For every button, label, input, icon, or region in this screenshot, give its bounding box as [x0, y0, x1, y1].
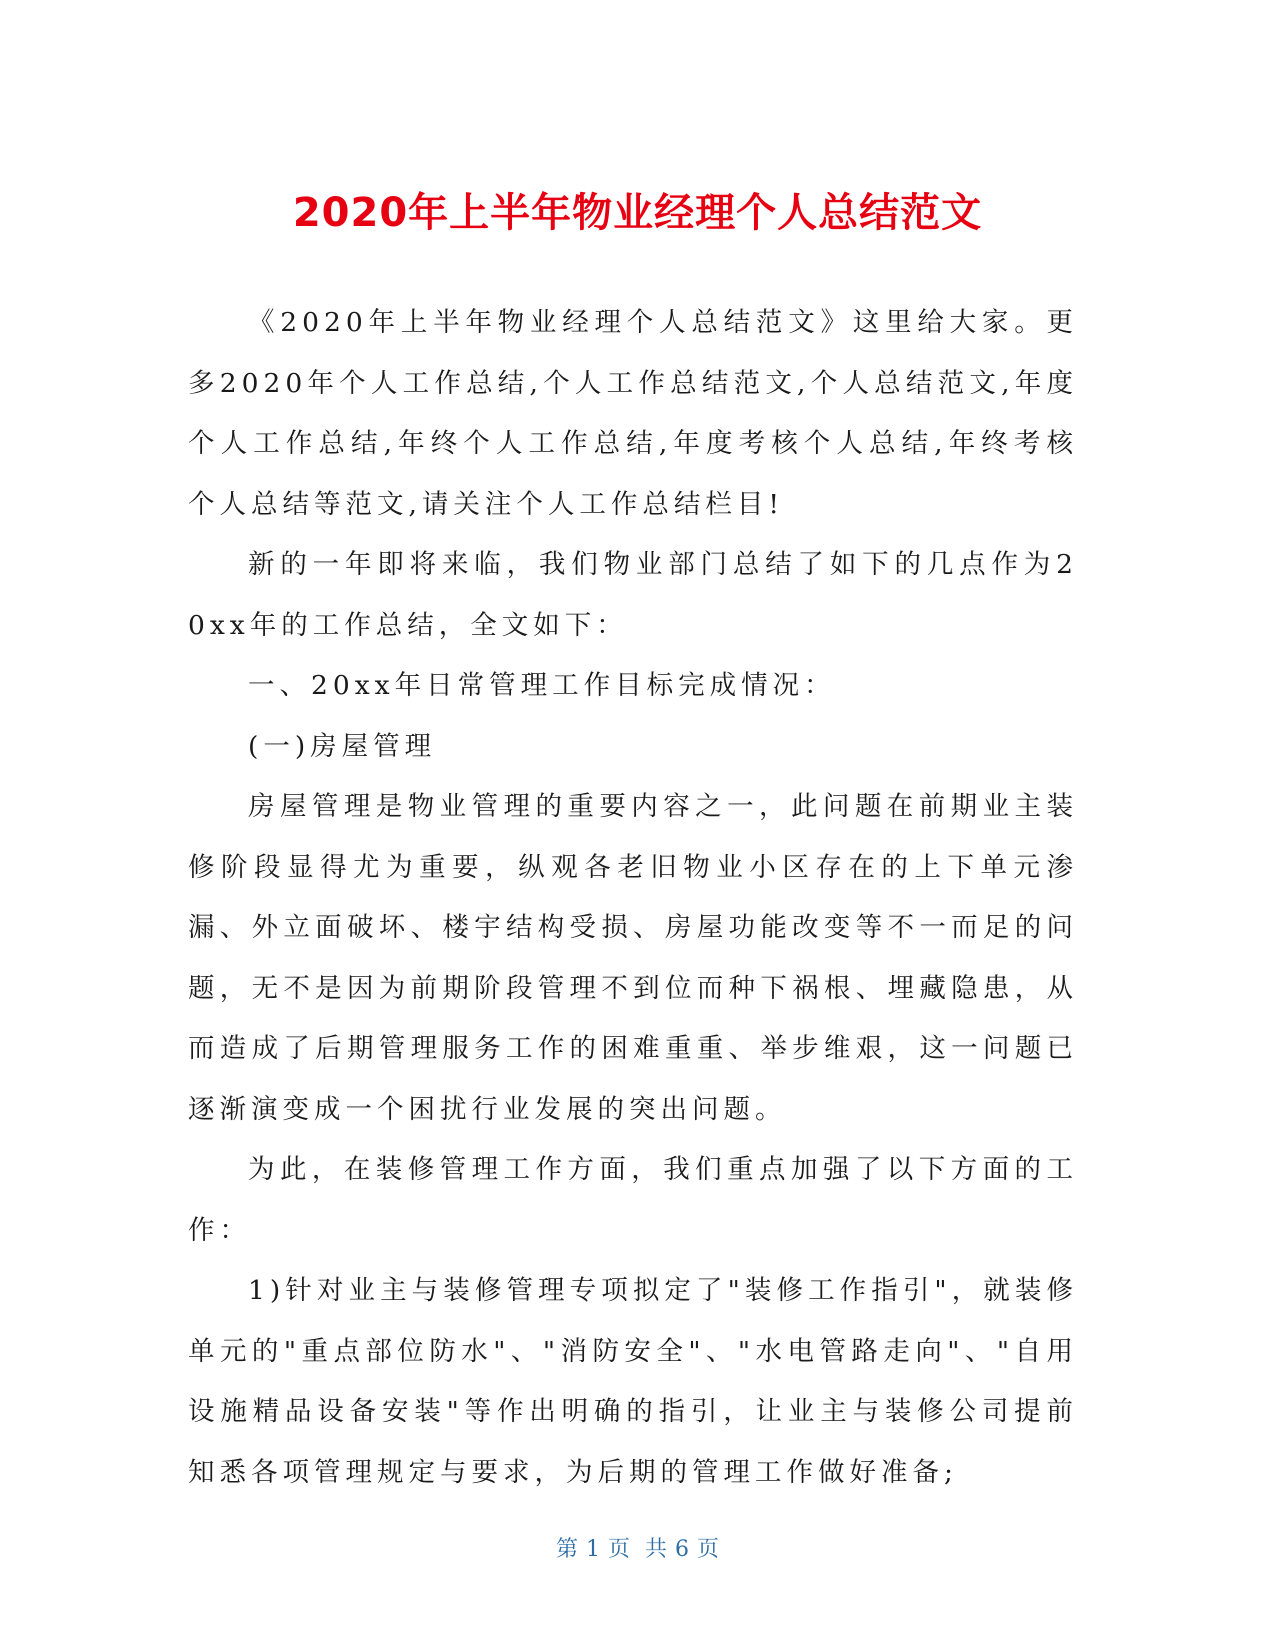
subsection-heading-housing: (一)房屋管理 — [248, 730, 437, 762]
document-title: 2020年上半年物业经理个人总结范文 — [292, 189, 983, 236]
document-body — [188, 293, 1078, 1503]
paragraph-summary-lead: 新的一年即将来临，我们物业部门总结了如下的几点作为20xx年的工作总结，全文如下： — [188, 549, 1078, 641]
footer-suffix: 页 — [697, 1537, 720, 1562]
paragraph-renovation-focus: 为此，在装修管理工作方面，我们重点加强了以下方面的工作： — [188, 1154, 1078, 1246]
page-footer — [0, 1535, 1275, 1565]
footer-prefix: 第 — [555, 1537, 578, 1562]
footer-total-pages: 6 — [675, 1537, 689, 1562]
section-heading-1: 一、20xx年日常管理工作目标完成情况： — [248, 670, 836, 701]
paragraph-housing-management: 房屋管理是物业管理的重要内容之一，此问题在前期业主装修阶段显得尤为重要，纵观各老旧物业小区存在的上下单元渗漏、外立面破坏、楼宇结构受损、房屋功能改变等不一而足的问题，无不是因为前期阶段管理不到位而种下祸根、埋藏隐患，从而造成了后期管理服务工作的困难重重、举步维艰，这一问题已逐渐演变成一个困扰行业发展的突出问题。 — [188, 791, 1078, 1125]
paragraph-renovation-guide: 1)针对业主与装修管理专项拟定了"装修工作指引"，就装修单元的"重点部位防水"、"消防安全"、"水电管路走向"、"自用设施精品设备安装"等作出明确的指引，让业主与装修公司提前知悉各项管理规定与要求，为后期的管理工作做好准备; — [188, 1275, 1078, 1488]
paragraph-intro: 《2020年上半年物业经理个人总结范文》这里给大家。更多2020年个人工作总结,个人工作总结范文,个人总结范文,年度个人工作总结,年终个人工作总结,年度考核个人总结,年终考核个人总结等范文,请关注个人工作总结栏目! — [188, 307, 1078, 520]
footer-mid: 页 共 — [608, 1537, 667, 1562]
footer-current-page: 1 — [586, 1537, 600, 1562]
